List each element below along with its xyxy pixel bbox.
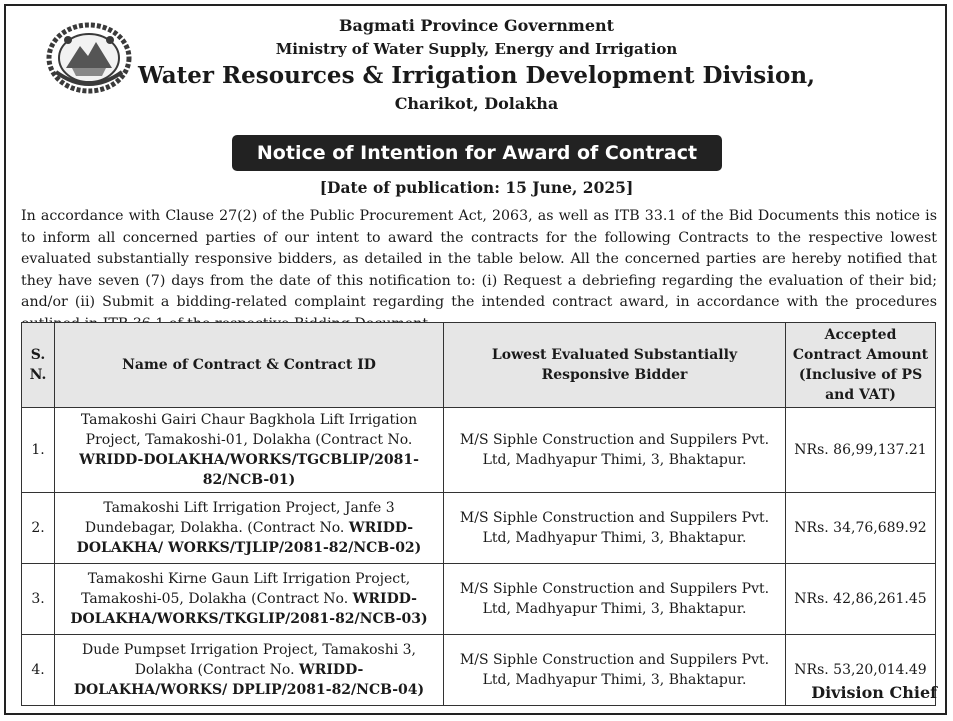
table-row (22, 493, 936, 564)
notice-title: Notice of Intention for Award of Contract (232, 135, 722, 171)
publication-date: [Date of publication: 15 June, 2025] (319, 178, 634, 197)
table-row (22, 635, 936, 706)
cell-contract (55, 564, 444, 635)
cell-sn: 2. (22, 493, 55, 564)
division-name: Water Resources & Irrigation Development Division, (137, 62, 816, 89)
contract-name: Tamakoshi Lift Irrigation Project, Janfe 3 Dundebagar, Dolakha. (Contract No. (84, 500, 395, 536)
cell-amount: NRs. 42,86,261.45 (786, 564, 936, 635)
contract-name: Dude Pumpset Irrigation Project, Tamakoshi 3, Dolakha (Contract No. (81, 642, 416, 678)
cell-bidder: M/S Siphle Construction and Suppilers Pvt. Ltd, Madhyapur Thimi, 3, Bhaktapur. (444, 493, 786, 564)
contract-id: WRIDD-DOLAKHA/WORKS/TGCBLIP/2081-82/NCB-01) (79, 452, 419, 488)
col-header-amount: Accepted Contract Amount (Inclusive of PS and VAT) (786, 323, 936, 408)
cell-amount: NRs. 34,76,689.92 (786, 493, 936, 564)
division-location: Charikot, Dolakha (394, 94, 559, 113)
cell-amount: NRs. 86,99,137.21 (786, 408, 936, 493)
col-header-contract: Name of Contract & Contract ID (55, 323, 444, 408)
cell-sn: 4. (22, 635, 55, 706)
province-name: Bagmati Province Government (338, 16, 615, 35)
signatory-title: Division Chief (811, 683, 937, 702)
award-table (21, 322, 936, 706)
cell-amount: NRs. 53,20,014.49 (786, 635, 936, 706)
contract-id: WRIDD-DOLAKHA/WORKS/TKGLIP/2081-82/NCB-03) (70, 591, 428, 627)
cell-sn: 1. (22, 408, 55, 493)
letterhead (0, 14, 953, 116)
cell-contract (55, 493, 444, 564)
cell-bidder: M/S Siphle Construction and Suppilers Pvt. Ltd, Madhyapur Thimi, 3, Bhaktapur. (444, 408, 786, 493)
table-row (22, 408, 936, 493)
col-header-sn: S. N. (22, 323, 55, 408)
cell-contract (55, 408, 444, 493)
cell-contract (55, 635, 444, 706)
table-header-row (22, 323, 936, 408)
notice-body: In accordance with Clause 27(2) of the Public Procurement Act, 2063, as well as ITB 33.1 of the Bid Documents this notice is to inform all concerned parties of our intent to award the contracts for the following Contracts to the respective lowest evaluated substantially responsive bidders, as detailed in the table below. All the concerned parties are hereby notified that they have seven (7) days from the date of this notification to: (i) Request a debriefing regarding the evaluation of their bid; and/or (ii) Submit a bidding-related complaint regarding the intended contract award, in accordance with the procedures (21, 208, 937, 310)
table-row (22, 564, 936, 635)
cell-sn: 3. (22, 564, 55, 635)
ministry-name: Ministry of Water Supply, Energy and Irrigation (275, 40, 678, 58)
contract-id: WRIDD-DOLAKHA/ WORKS/TJLIP/2081-82/NCB-02) (76, 520, 422, 556)
col-header-bidder: Lowest Evaluated Substantially Responsive Bidder (444, 323, 786, 408)
contract-name: Tamakoshi Kirne Gaun Lift Irrigation Project, Tamakoshi-05, Dolakha (Contract No. (81, 571, 411, 607)
contract-name: Tamakoshi Gairi Chaur Bagkhola Lift Irrigation Project, Tamakoshi-01, Dolakha (Contract No. (80, 412, 418, 448)
contract-id: WRIDD-DOLAKHA/WORKS/ DPLIP/2081-82/NCB-04) (73, 662, 425, 698)
cell-bidder: M/S Siphle Construction and Suppilers Pvt. Ltd, Madhyapur Thimi, 3, Bhaktapur. (444, 564, 786, 635)
cell-bidder: M/S Siphle Construction and Suppilers Pvt. Ltd, Madhyapur Thimi, 3, Bhaktapur. (444, 635, 786, 706)
